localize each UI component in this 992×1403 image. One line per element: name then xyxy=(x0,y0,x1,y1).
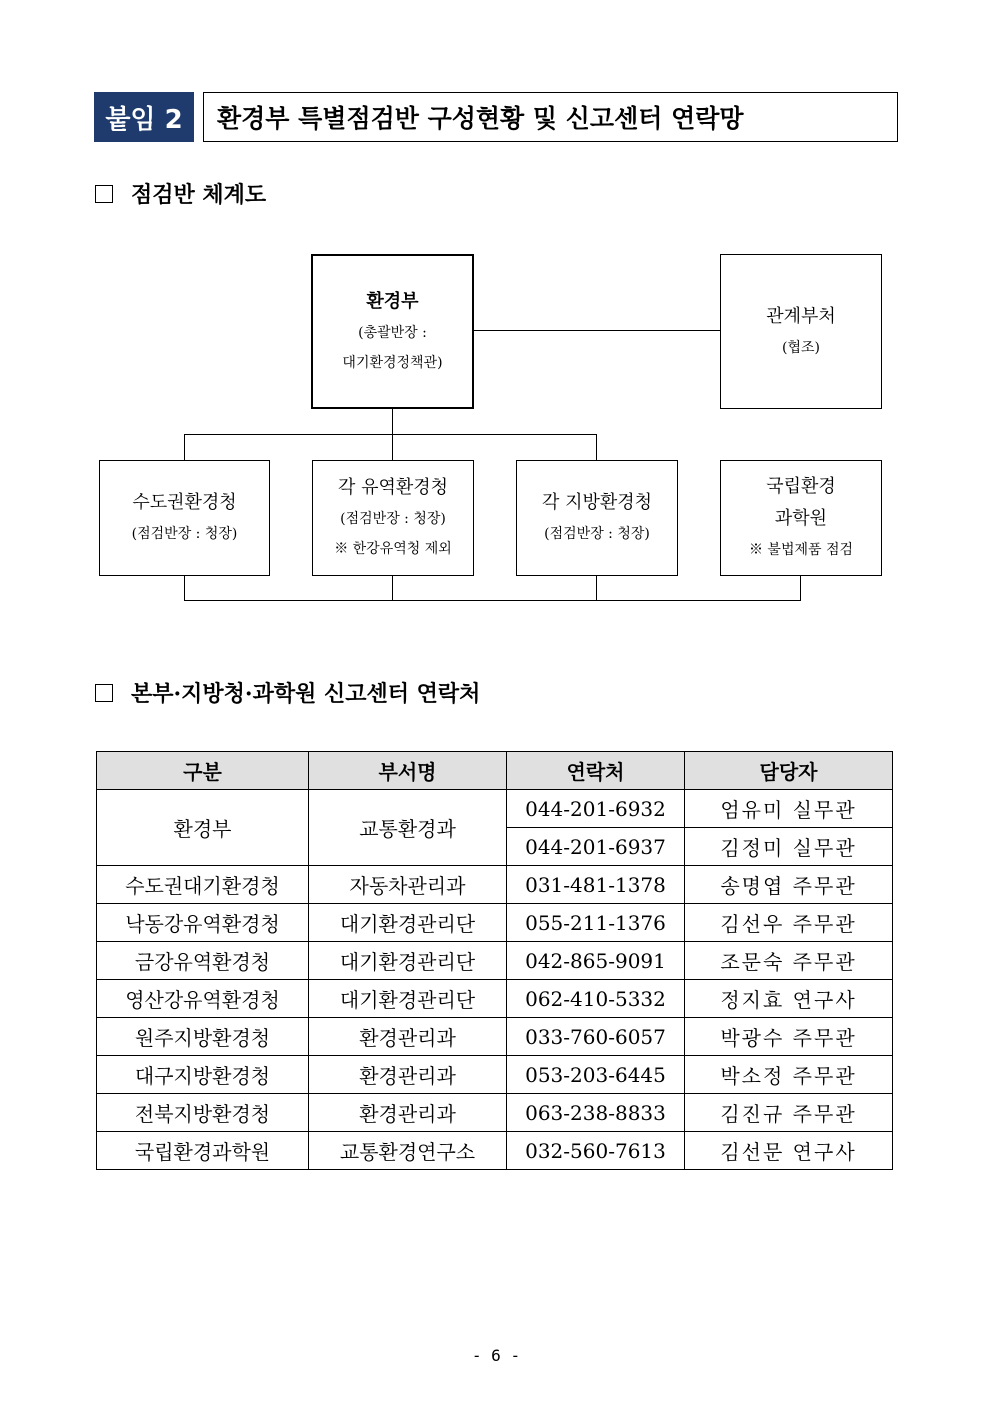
page-number: - 6 - xyxy=(471,1346,521,1365)
dept-cell: 환경관리과 xyxy=(309,1018,507,1056)
org-node-name: 과학원 xyxy=(774,508,828,529)
table-row xyxy=(97,1056,893,1094)
connector-line xyxy=(596,575,597,601)
dept-cell: 대기환경관리단 xyxy=(309,904,507,942)
person-cell: 박소정 주무관 xyxy=(685,1056,893,1094)
contacts-table xyxy=(96,751,893,1170)
connector-line xyxy=(392,575,393,601)
dept-cell: 자동차관리과 xyxy=(309,866,507,904)
org-cell: 원주지방환경청 xyxy=(97,1018,309,1056)
phone-cell: 042-865-9091 xyxy=(507,942,685,980)
checkbox-square-icon xyxy=(95,684,113,702)
phone-cell: 063-238-8833 xyxy=(507,1094,685,1132)
connector-line xyxy=(184,434,597,435)
dept-cell: 환경관리과 xyxy=(309,1094,507,1132)
org-node-unit xyxy=(99,460,270,576)
connector-line xyxy=(596,434,597,461)
dept-cell: 대기환경관리단 xyxy=(309,942,507,980)
person-cell: 김진규 주무관 xyxy=(685,1094,893,1132)
document-title xyxy=(203,92,898,142)
org-node-name: 환경부 xyxy=(366,290,419,312)
phone-cell: 031-481-1378 xyxy=(507,866,685,904)
table-row xyxy=(97,1018,893,1056)
table-row xyxy=(97,866,893,904)
column-header: 부서명 xyxy=(309,752,507,790)
org-node-sub: (점검반장 : 청장) xyxy=(340,511,446,527)
org-node-sub: 대기환경정책관) xyxy=(342,354,443,371)
connector-line xyxy=(473,330,720,331)
org-node-unit xyxy=(312,460,474,576)
phone-cell: 044-201-6937 xyxy=(507,828,685,866)
person-cell: 김선문 연구사 xyxy=(685,1132,893,1170)
column-header: 연락처 xyxy=(507,752,685,790)
table-row xyxy=(97,1094,893,1132)
person-cell: 엄유미 실무관 xyxy=(685,790,893,828)
connector-line xyxy=(392,434,393,461)
table-row xyxy=(97,980,893,1018)
person-cell: 김정미 실무관 xyxy=(685,828,893,866)
org-cell: 국립환경과학원 xyxy=(97,1132,309,1170)
org-node-note: ※ 한강유역청 제외 xyxy=(334,541,452,557)
org-cell: 대구지방환경청 xyxy=(97,1056,309,1094)
person-cell: 박광수 주무관 xyxy=(685,1018,893,1056)
table-row xyxy=(97,790,893,828)
person-cell: 김선우 주무관 xyxy=(685,904,893,942)
org-node-partner xyxy=(720,254,882,409)
org-node-sub: (협조) xyxy=(782,339,820,356)
org-cell: 낙동강유역환경청 xyxy=(97,904,309,942)
org-node-sub: (총괄반장 : xyxy=(358,324,427,341)
section-org-chart-title: 점검반 체계도 xyxy=(131,182,267,208)
connector-line xyxy=(184,600,801,601)
dept-cell: 교통환경연구소 xyxy=(309,1132,507,1170)
table-row xyxy=(97,904,893,942)
org-cell: 영산강유역환경청 xyxy=(97,980,309,1018)
connector-line xyxy=(800,575,801,601)
checkbox-square-icon xyxy=(95,185,113,203)
dept-cell: 교통환경과 xyxy=(309,790,507,866)
column-header: 담당자 xyxy=(685,752,893,790)
phone-cell: 053-203-6445 xyxy=(507,1056,685,1094)
org-cell: 환경부 xyxy=(97,790,309,866)
attachment-badge: 붙임 2 xyxy=(94,92,194,142)
person-cell: 정지효 연구사 xyxy=(685,980,893,1018)
dept-cell: 환경관리과 xyxy=(309,1056,507,1094)
org-node-unit xyxy=(516,460,678,576)
org-node-name: 수도권환경청 xyxy=(132,492,237,513)
section-contacts-title: 본부·지방청·과학원 신고센터 연락처 xyxy=(131,681,481,707)
person-cell: 송명엽 주무관 xyxy=(685,866,893,904)
phone-cell: 033-760-6057 xyxy=(507,1018,685,1056)
connector-line xyxy=(392,408,393,435)
org-node-sub: (점검반장 : 청장) xyxy=(544,526,650,542)
org-node-name: 각 유역환경청 xyxy=(337,477,449,498)
org-node-name: 각 지방환경청 xyxy=(541,492,653,513)
connector-line xyxy=(184,575,185,601)
org-node-name: 국립환경 xyxy=(766,476,836,497)
phone-cell: 055-211-1376 xyxy=(507,904,685,942)
phone-cell: 062-410-5332 xyxy=(507,980,685,1018)
document-title-text: 환경부 특별점검반 구성현황 및 신고센터 연락망 xyxy=(217,104,744,133)
org-cell: 금강유역환경청 xyxy=(97,942,309,980)
person-cell: 조문숙 주무관 xyxy=(685,942,893,980)
org-cell: 수도권대기환경청 xyxy=(97,866,309,904)
section-contacts-heading xyxy=(95,677,480,708)
org-node-sub: (점검반장 : 청장) xyxy=(131,526,238,542)
org-node-unit xyxy=(720,460,882,576)
phone-cell: 044-201-6932 xyxy=(507,790,685,828)
column-header: 구분 xyxy=(97,752,309,790)
table-header-row xyxy=(97,752,893,790)
connector-line xyxy=(184,434,185,461)
phone-cell: 032-560-7613 xyxy=(507,1132,685,1170)
org-node-note: ※ 불법제품 점검 xyxy=(748,542,854,558)
section-org-chart-heading xyxy=(95,178,266,209)
table-row xyxy=(97,1132,893,1170)
table-row xyxy=(97,942,893,980)
org-node-ministry xyxy=(311,254,474,409)
dept-cell: 대기환경관리단 xyxy=(309,980,507,1018)
org-node-name: 관계부처 xyxy=(766,305,836,327)
org-cell: 전북지방환경청 xyxy=(97,1094,309,1132)
